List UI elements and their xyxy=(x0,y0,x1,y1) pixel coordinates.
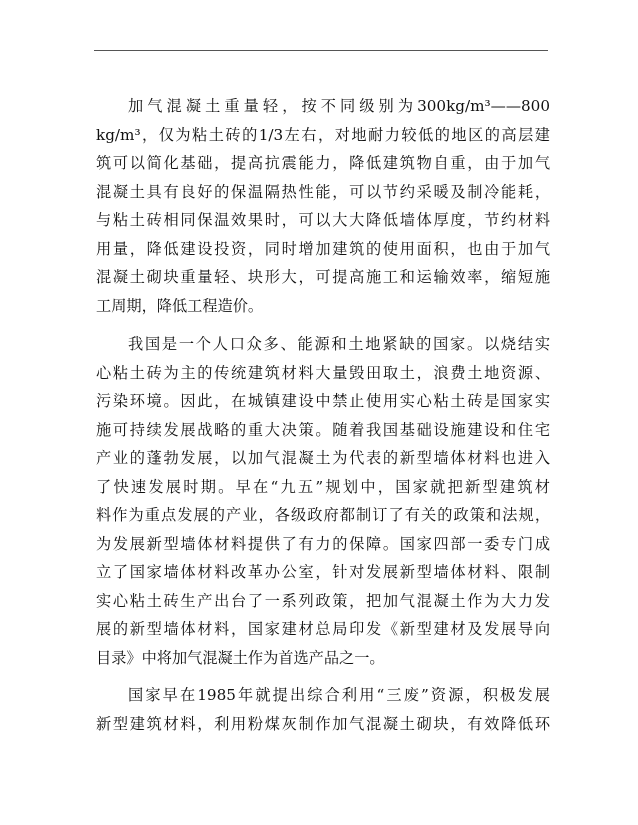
paragraph-line: 与粘土砖相同保温效果时，可以大大降低墙体厚度，节约材料 xyxy=(96,211,550,229)
paragraph-line: 新型建筑材料，利用粉煤灰制作加气混凝土砌块，有效降低环 xyxy=(96,714,550,733)
paragraph-line: 施可持续发展战略的重大决策。随着我国基础设施建设和住宅 xyxy=(96,420,550,439)
paragraph-line: 实心粘土砖生产出台了一系列政策，把加气混凝土作为大力发 xyxy=(96,591,550,610)
paragraph-line: 混凝土具有良好的保温隔热性能，可以节约采暖及制冷能耗， xyxy=(96,182,550,201)
paragraph-line: 为发展新型墙体材料提供了有力的保障。国家四部一委专门成 xyxy=(96,534,550,553)
paragraph-line: kg/m³，仅为粘土砖的1/3左右，对地耐力较低的地区的高层建 xyxy=(96,125,550,144)
paragraph-line: 目录》中将加气混凝土作为首选产品之一。 xyxy=(96,648,385,667)
paragraph-line: 料作为重点发展的产业，各级政府都制订了有关的政策和法规， xyxy=(96,506,550,524)
paragraph-line: 产业的蓬勃发展，以加气混凝土为代表的新型墙体材料也进入 xyxy=(96,449,550,467)
paragraph-line: 心粘土砖为主的传统建筑材料大量毁田取土，浪费土地资源、 xyxy=(96,363,550,382)
header-rule xyxy=(94,50,548,51)
paragraph-3 xyxy=(96,681,550,738)
paragraph-2 xyxy=(96,330,550,672)
paragraph-line: 污染环境。因此，在城镇建设中禁止使用实心粘土砖是国家实 xyxy=(96,392,550,410)
paragraph-line: 立了国家墙体材料改革办公室，针对发展新型墙体材料、限制 xyxy=(96,563,550,581)
paragraph-line: 混凝土砌块重量轻、块形大，可提高施工和运输效率，缩短施 xyxy=(96,268,550,286)
paragraph-line: 工周期，降低工程造价。 xyxy=(96,296,264,315)
paragraph-line: 用量，降低建设投资，同时增加建筑的使用面积，也由于加气 xyxy=(96,239,550,258)
paragraph-line: 国家早在1985年就提出综合利用“三废”资源，积极发展 xyxy=(128,686,550,704)
paragraph-line: 加气混凝土重量轻，按不同级别为300kg/m³——800 xyxy=(128,97,550,115)
paragraph-line: 了快速发展时期。早在“九五”规划中，国家就把新型建筑材 xyxy=(96,477,550,496)
paragraph-line: 我国是一个人口众多、能源和土地紧缺的国家。以烧结实 xyxy=(128,335,550,353)
paragraph-1 xyxy=(96,92,550,320)
paragraph-line: 筑可以简化基础，提高抗震能力，降低建筑物自重，由于加气 xyxy=(96,154,550,172)
paragraph-line: 展的新型墙体材料，国家建材总局印发《新型建材及发展导向 xyxy=(96,620,550,638)
